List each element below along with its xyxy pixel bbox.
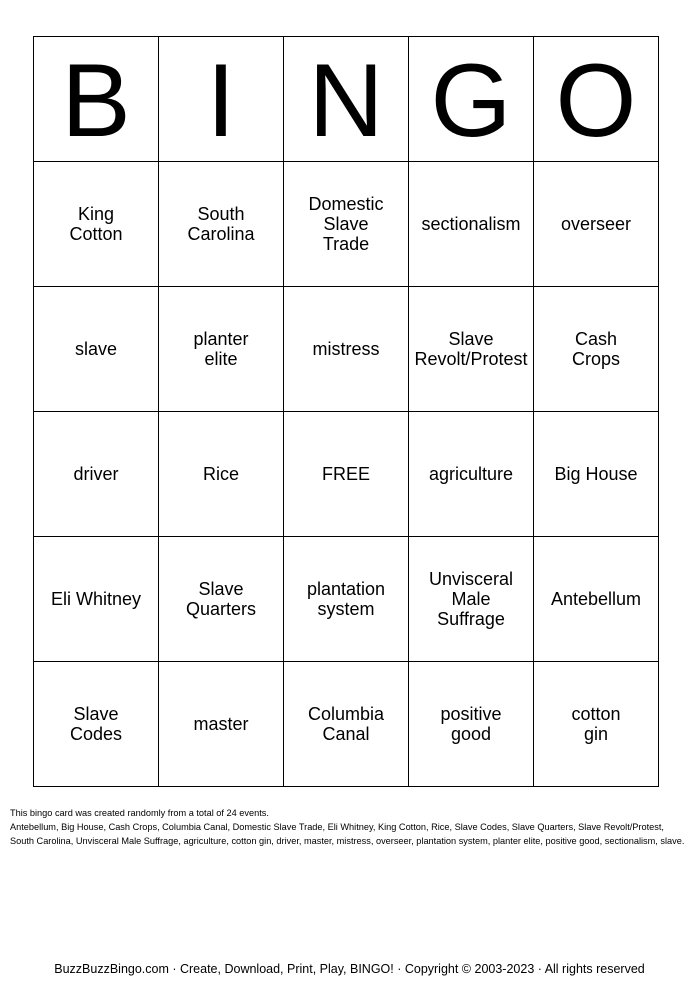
- bingo-cell: Slave Codes: [34, 662, 159, 787]
- header-letter-b: B: [34, 37, 159, 162]
- note-event-list: Antebellum, Big House, Cash Crops, Columbia Canal, Domestic Slave Trade, Eli Whitney, King Cotton, Rice, Slave Codes, Slave Quarters, Slave Revolt/Protest, South Carolina, Unvisceral Male Suffrage, agriculture, cotton gin, driver, master, mistress, overseer, plantation system, planter elite, positive good, sectionalism, slave.: [10, 822, 685, 846]
- footer-copyright: BuzzBuzzBingo.com · Create, Download, Print, Play, BINGO! · Copyright © 2003-2023 · All rights reserved: [54, 962, 645, 976]
- bingo-cell: mistress: [284, 287, 409, 412]
- card-row-1: [34, 162, 659, 287]
- bingo-cell: Slave Revolt/Protest: [409, 287, 534, 412]
- bingo-cell: driver: [34, 412, 159, 537]
- bingo-cell: Unvisceral Male Suffrage: [409, 537, 534, 662]
- bingo-cell: Slave Quarters: [159, 537, 284, 662]
- card-row-5: [34, 662, 659, 787]
- header-row: [34, 37, 659, 162]
- bingo-cell: Antebellum: [534, 537, 659, 662]
- bingo-cell: Domestic Slave Trade: [284, 162, 409, 287]
- header-letter-n: N: [284, 37, 409, 162]
- bingo-cell: South Carolina: [159, 162, 284, 287]
- bingo-cell: master: [159, 662, 284, 787]
- bingo-cell: planter elite: [159, 287, 284, 412]
- card-row-2: [34, 287, 659, 412]
- card-row-3: [34, 412, 659, 537]
- header-letter-o: O: [534, 37, 659, 162]
- card-row-4: [34, 537, 659, 662]
- free-space-cell: FREE: [284, 412, 409, 537]
- bingo-cell: slave: [34, 287, 159, 412]
- header-letter-i: I: [159, 37, 284, 162]
- bingo-cell: Columbia Canal: [284, 662, 409, 787]
- bingo-cell: Eli Whitney: [34, 537, 159, 662]
- header-letter-g: G: [409, 37, 534, 162]
- bingo-cell: positive good: [409, 662, 534, 787]
- bingo-cell: Cash Crops: [534, 287, 659, 412]
- bingo-cell: cotton gin: [534, 662, 659, 787]
- bingo-cell: overseer: [534, 162, 659, 287]
- note-summary: This bingo card was created randomly from a total of 24 events.: [10, 808, 269, 818]
- bingo-cell: King Cotton: [34, 162, 159, 287]
- card-generation-note: [10, 806, 686, 848]
- bingo-cell: plantation system: [284, 537, 409, 662]
- bingo-card: [33, 36, 659, 787]
- bingo-cell: agriculture: [409, 412, 534, 537]
- bingo-cell: Big House: [534, 412, 659, 537]
- bingo-cell: sectionalism: [409, 162, 534, 287]
- bingo-cell: Rice: [159, 412, 284, 537]
